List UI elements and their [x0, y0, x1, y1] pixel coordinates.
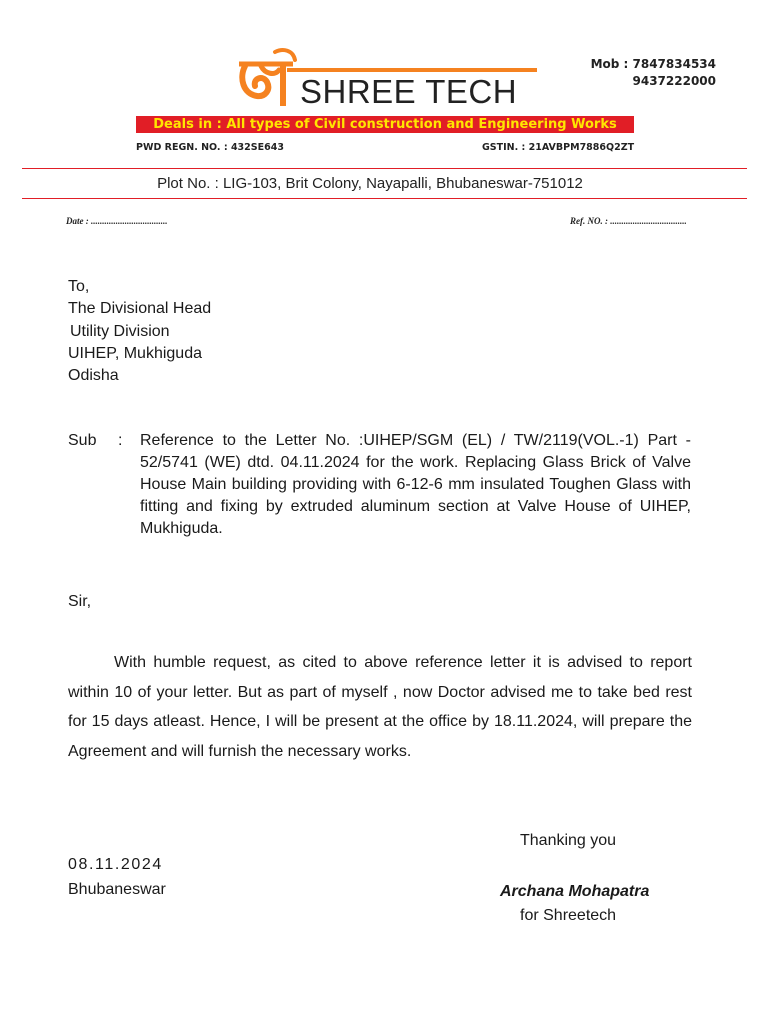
recipient-address	[68, 276, 211, 387]
letter-body: With humble request, as cited to above reference letter it is advised to report within 10 of your letter. But as part of myself , now Doctor advised me to take bed rest for 15 days atleast. Hence, I will be present at the office by 18.11.2024, will prepare the Agreement and will furnish the necessary works.	[68, 654, 692, 760]
recipient-line-1: The Divisional Head	[68, 300, 212, 318]
logo-accent-bar	[287, 68, 537, 72]
shree-logo-icon	[235, 48, 297, 108]
recipient-line-3: UIHEP, Mukhiguda	[68, 344, 202, 362]
signatory-company: for Shreetech	[520, 907, 617, 924]
header-divider-bottom	[22, 198, 747, 199]
gstin-number: GSTIN. : 21AVBPM7886Q2ZT	[482, 142, 635, 153]
mobile-numbers	[570, 56, 716, 90]
signatory-name: Archana Mohapatra	[500, 883, 650, 900]
mobile-number-1: Mob : 7847834534	[590, 57, 716, 71]
letter-place: Bhubaneswar	[68, 881, 166, 898]
date-field: Date : ..................................	[66, 216, 168, 226]
salutation: Sir,	[68, 593, 92, 610]
recipient-line-2: Utility Division	[70, 322, 170, 340]
closing-thanks: Thanking you	[520, 832, 617, 849]
pwd-registration: PWD REGN. NO. : 432SE643	[136, 142, 284, 153]
recipient-line-4: Odisha	[68, 367, 119, 385]
reference-field: Ref. NO. : ..................................	[570, 216, 687, 226]
header-divider-top	[22, 168, 747, 169]
letter-date: 08.11.2024	[68, 856, 163, 873]
tagline-band: Deals in : All types of Civil construction and Engineering Works	[136, 116, 634, 133]
subject-label: Sub	[68, 432, 97, 449]
subject-text: Reference to the Letter No. :UIHEP/SGM (EL) / TW/2119(VOL.-1) Part - 52/5741 (WE) dtd. 04.11.2024 for the work. Replacing Glass Brick of Valve House Main building providing with 6-12-6 mm insulated Toughen Glass with fitting and fixing by extruded aluminum section at Valve House of UIHEP, Mukhiguda.	[140, 432, 691, 537]
company-name: SHREE TECH	[300, 73, 518, 110]
company-address: Plot No. : LIG-103, Brit Colony, Nayapalli, Bhubaneswar-751012	[157, 175, 583, 192]
mobile-number-2: 9437222000	[632, 74, 716, 88]
recipient-to: To,	[68, 278, 90, 295]
subject-colon: :	[118, 432, 123, 449]
